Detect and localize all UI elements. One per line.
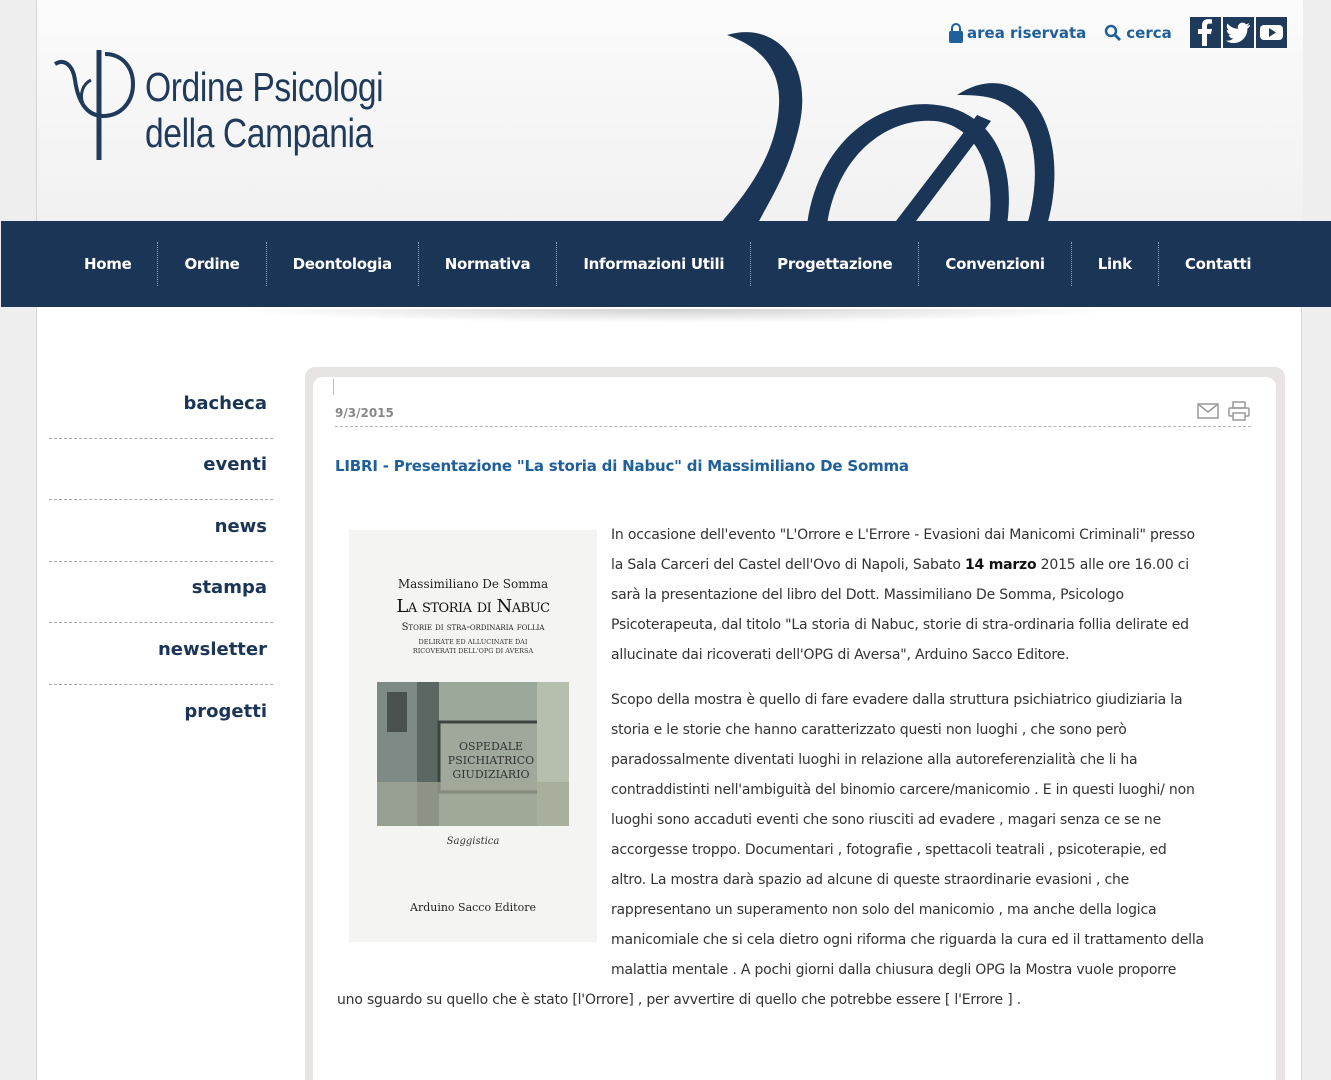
sidebar-item-bacheca[interactable]: bacheca	[49, 377, 273, 439]
book-publisher: Arduino Sacco Editore	[410, 901, 536, 914]
sidebar-item-eventi[interactable]: eventi	[49, 439, 273, 501]
paragraph-line: sarà la presentazione del libro del Dott. Massimiliano De Somma, Psicologo	[611, 587, 1124, 603]
mail-icon[interactable]	[1197, 403, 1219, 419]
site-header	[37, 0, 1303, 222]
header-decoration	[707, 25, 1107, 222]
article-meta	[335, 403, 1251, 427]
article-box	[313, 377, 1276, 1080]
nav-convenzioni[interactable]: Convenzioni	[945, 255, 1045, 273]
paragraph-line: storia e le storie che hanno caratterizzato questi non luoghi , che sono però	[611, 722, 1127, 738]
book-sign-text: OSPEDALE PSICHIATRICO GIUDIZIARIO	[447, 740, 535, 781]
paragraph-line: rappresentano un superamento non solo del manicomio , ma anche della logica	[611, 902, 1157, 918]
nav-deontologia[interactable]: Deontologia	[292, 255, 392, 273]
book-cover-photo	[377, 682, 569, 826]
nav-link[interactable]: Link	[1097, 255, 1132, 273]
book-author: Massimiliano De Somma	[397, 577, 549, 591]
nav-ordine[interactable]: Ordine	[184, 255, 240, 273]
paragraph-line: Psicoterapeuta, dal titolo "La storia di Nabuc, storie di stra-ordinaria follia delirate ed	[611, 617, 1189, 633]
paragraph-line: In occasione dell'evento "L'Orrore e L'Errore - Evasioni dai Manicomi Criminali" presso	[611, 527, 1195, 543]
article-date: 9/3/2015	[335, 406, 394, 420]
paragraph-line: luoghi sono accaduti eventi che sono riusciti ad evadere , magari senza ce se ne	[611, 812, 1161, 828]
nav-shadow	[227, 309, 1127, 323]
site-logo[interactable]	[51, 44, 431, 174]
cerca-label: cerca	[1126, 24, 1172, 42]
area-riservata-link[interactable]	[949, 23, 1086, 43]
paragraph-line: uno sguardo su quello che è stato [l'Orrore] , per avvertire di quello che potrebbe essere [ l'Errore ] .	[337, 992, 1021, 1008]
book-title: La storia di Nabuc	[396, 596, 550, 617]
paragraph-line: manicomiale che si cela dietro ogni riforma che riguarda la cura ed il trattamento della	[611, 932, 1204, 948]
area-riservata-label: area riservata	[967, 24, 1087, 42]
main-nav	[1, 221, 1331, 307]
nav-normativa[interactable]: Normativa	[444, 255, 531, 273]
book-subtitle-small: DELIRATE ED ALLUCINATE DAI RICOVERATI DELL'OPG DI AVERSA	[412, 638, 534, 655]
paragraph-line: accorgesse troppo. Documentari , fotografie , spettacoli teatrali , psicoterapie, ed	[611, 842, 1167, 858]
twitter-icon[interactable]	[1223, 17, 1254, 48]
sidebar-item-stampa[interactable]: stampa	[49, 562, 273, 624]
content-frame	[305, 367, 1285, 1080]
search-icon	[1104, 24, 1122, 42]
paragraph-line: malattia mentale . A pochi giorni dalla chiusura degli OPG la Mostra vuole proporre	[611, 962, 1177, 978]
book-cover-image	[349, 530, 597, 942]
nav-informazioni-utili[interactable]: Informazioni Utili	[583, 255, 725, 273]
logo-text-line1: Ordine Psicologi	[145, 64, 384, 110]
nav-contatti[interactable]: Contatti	[1184, 255, 1252, 273]
divider	[333, 379, 334, 395]
nav-home[interactable]: Home	[84, 255, 132, 273]
cerca-link[interactable]	[1104, 24, 1171, 42]
print-icon[interactable]	[1228, 401, 1250, 421]
facebook-icon[interactable]	[1190, 17, 1221, 48]
book-series: Saggistica	[446, 836, 500, 847]
paragraph-line: la Sala Carceri del Castel dell'Ovo di Napoli, Sabato 14 marzo 2015 alle ore 16.00 ci	[611, 557, 1189, 573]
paragraph-line: altro. La mostra darà spazio ad alcune di queste straordinarie evasioni , che	[611, 872, 1130, 888]
article-title[interactable]: LIBRI - Presentazione "La storia di Nabuc" di Massimiliano De Somma	[335, 457, 909, 475]
paragraph-line: contraddistinti nell'ambiguità del binomio carcere/manicomio . E in questi luoghi/ non	[611, 782, 1195, 798]
nav-progettazione[interactable]: Progettazione	[777, 255, 893, 273]
sidebar-item-progetti[interactable]: progetti	[184, 700, 267, 722]
paragraph-line: allucinate dai ricoverati dell'OPG di Aversa", Arduino Sacco Editore.	[611, 647, 1070, 663]
youtube-icon[interactable]	[1256, 17, 1287, 48]
social-links	[1190, 17, 1287, 48]
paragraph-line: paradossalmente diventati luoghi in relazione alla autoreferenzialità che li ha	[611, 752, 1138, 768]
page-container	[36, 0, 1302, 1080]
psi-logo-icon	[51, 44, 147, 166]
sidebar	[49, 377, 273, 746]
book-subtitle: Storie di stra-ordinaria follia	[401, 622, 545, 633]
lock-icon	[949, 23, 963, 43]
paragraph-line: Scopo della mostra è quello di fare evadere dalla struttura psichiatrico giudiziaria la	[611, 692, 1183, 708]
sidebar-item-newsletter[interactable]: newsletter	[49, 623, 273, 685]
top-links	[949, 18, 1172, 48]
logo-text-line2: della Campania	[145, 110, 373, 156]
event-date-highlight: 14 marzo	[964, 557, 1037, 573]
sidebar-item-news[interactable]: news	[49, 500, 273, 562]
